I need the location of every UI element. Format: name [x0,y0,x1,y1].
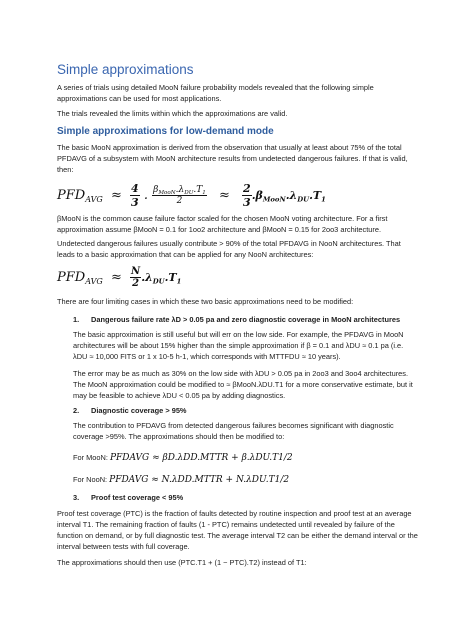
item-1-number: 1. [73,315,80,324]
page-title: Simple approximations [57,62,194,77]
moon-equation: PFDAVG ≈ βD.λDD.MTTR + β.λDU.T1/2 [109,453,293,463]
item-1-paragraph-1: The basic approximation is still useful but will err on the low side. For example, the PFDAVG in MooN architectures will be about 15% higher than the simple approximation if β = 0.1 and λDU ≈ 0.1 pa (i.e. λDU ≈ 10,000 FITS or 1 x 10-5 h-1, which corresponds with MTTFDU ≈ 10 years). [73,330,404,361]
intro-paragraph-1: A series of trials using detailed MooN failure probability models revealed that the following simple approximations can be used for most applications. [57,83,374,103]
item-2-heading: Diagnostic coverage > 95% [91,406,187,415]
paragraph-limiting-cases: There are four limiting cases in which these two basic approximations need to be modified: [57,297,354,306]
item-3-number: 3. [73,493,80,502]
item-2-moon-line [73,452,419,464]
item-3-heading: Proof test coverage < 95% [91,493,184,502]
item-2-noon-line [73,474,419,486]
item-3-paragraph-1: Proof test coverage (PTC) is the fraction of faults detected by routine inspection and proof test at an average interval T1. The remaining fraction of faults (1 - PTC) remains undetected until revealed by failure of the function on demand, or by full diagnostic test. The average interval T2 can be either the demand interval or the interval between tests with full coverage. [57,509,418,551]
equation-moon: $PFD_{AVG}$ ≈ $\frac{4}{3}$ . $\frac{\beta_{MooN}.\lambda_{DU}.T_1}{2}$ ≈ $\frac{2}{3}$ $.\beta_{MooN}.\lambda_{DU}.T_1$ [57,182,326,209]
item-2-paragraph: The contribution to PFDAVG from detected dangerous failures becomes significant with diagnostic coverage >95%. The approximations should then be modified to: [73,421,394,441]
noon-label: For NooN: [73,475,108,484]
item-1-heading: Dangerous failure rate λD > 0.05 pa and zero diagnostic coverage in MooN architectures [91,315,401,324]
paragraph-beta: βMooN is the common cause failure factor scaled for the chosen MooN voting architecture. For a first approximation assume βMooN = 0.1 for 1oo2 architecture and βMooN = 0.15 for 2oo3 architecture. [57,214,388,234]
intro-paragraph-2: The trials revealed the limits within which the approximations are valid. [57,109,288,118]
paragraph-moon: The basic MooN approximation is derived from the observation that usually at least about 75% of the total PFDAVG of a subsystem with MooN architecture results from undetected dangerous failures. If that is valid, then: [57,143,408,174]
item-3-paragraph-2: The approximations should then use (PTC.T1 + (1 − PTC).T2) instead of T1: [57,558,307,567]
moon-label: For MooN: [73,453,108,462]
section-heading-low-demand: Simple approximations for low-demand mode [57,126,274,137]
paragraph-noon: Undetected dangerous failures usually contribute > 90% of the total PFDAVG in NooN architectures. That leads to a basic approximation that can be applied for any NooN architectures: [57,239,401,259]
equation-noon: $PFD_{AVG}$ ≈ $\frac{N}{2}$ $.\lambda_{DU}.T_1$ [57,266,182,289]
item-2-number: 2. [73,406,80,415]
noon-equation: PFDAVG ≈ N.λDD.MTTR + N.λDU.T1/2 [109,475,290,485]
item-1-paragraph-2: The error may be as much as 30% on the low side with λDU > 0.05 pa in 2oo3 and 3oo4 architectures. The MooN approximation could be modified to ≈ βMooN.λDU.T1 for a more conservative estimate, but it may be feasible to achieve λDU < 0.05 pa by adding diagnostics. [73,369,413,400]
